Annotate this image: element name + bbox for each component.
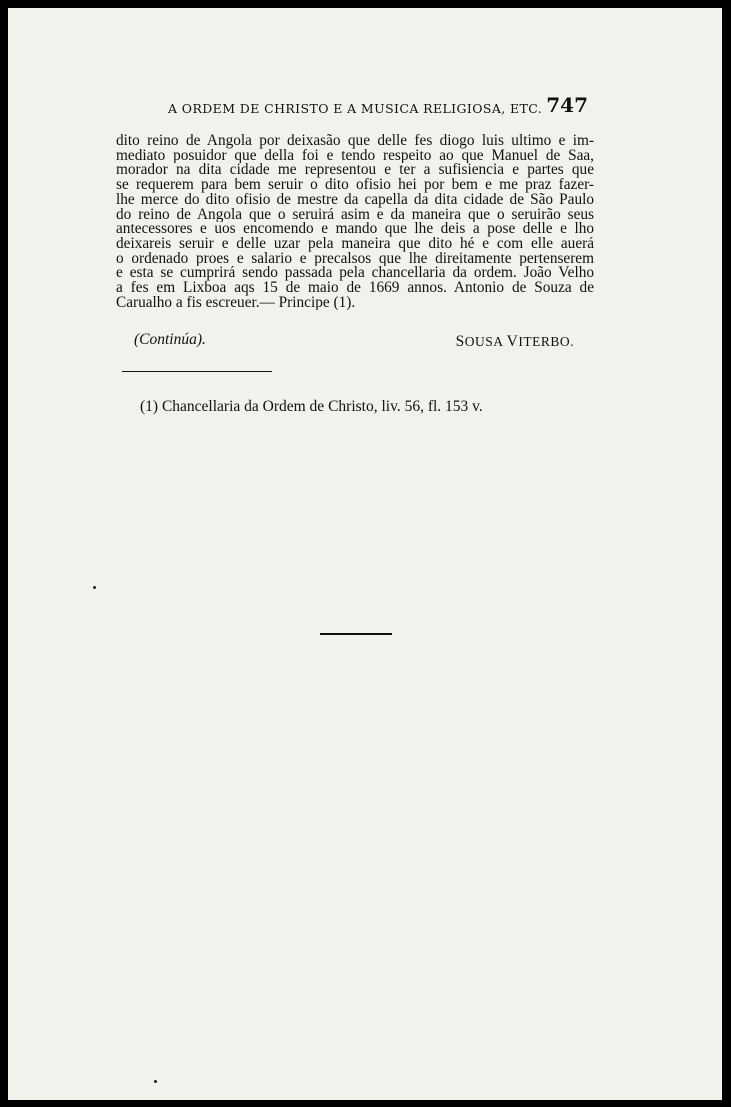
text-line: lhe merce do dito ofisio de mestre da capella da dita cidade de São Paulo — [116, 192, 594, 208]
ink-speck — [93, 586, 96, 589]
signature-initial: S — [455, 333, 465, 350]
text-line: a fes em Lixboa aqs 15 de maio de 1669 annos. Antonio de Souza de — [116, 281, 594, 296]
signature-initial: V — [506, 333, 519, 350]
text-line: mediato posuidor que della foi e tendo respeito ao que Manuel de Saa, — [116, 148, 594, 164]
text-line: o ordenado proes e salario e precalsos que lhe direitamente pertenserem — [116, 251, 594, 267]
continuation-note: (Continúa). — [134, 331, 206, 348]
footnote-divider — [122, 371, 272, 372]
text-line: antecessores e uos encomendo e mando que lhe deis a pose delle e lho — [116, 222, 594, 237]
text-line: e esta se cumprirá sendo passada pela chancellaria da ordem. João Velho — [116, 266, 594, 282]
text-line: dito reino de Angola por deixasão que delle fes diogo luis ultimo e im- — [116, 134, 594, 149]
text-line: Carualho a fis escreuer.— Principe (1). — [116, 295, 356, 311]
footnote: (1) Chancellaria da Ordem de Christo, liv. 56, fl. 153 v. — [140, 398, 483, 415]
text-line: morador na dita cidade me representou e ter a sufisiencia e partes que — [116, 163, 594, 179]
signature-rest: OUSA — [464, 334, 503, 349]
author-signature — [456, 333, 574, 351]
text-line: deixareis seruir e delle uzar pela maneira que dito hé e com elle auerá — [116, 236, 594, 252]
running-title: A ORDEM DE CHRISTO E A MUSICA RELIGIOSA, ETC. — [168, 101, 543, 116]
text-line: se requerem para bem seruir o dito ofisio hei por bem e me praz fazer- — [116, 178, 594, 193]
page-header — [168, 93, 588, 123]
page-number: 747 — [546, 93, 588, 117]
text-line: do reino de Angola que o seruirá asim e da maneira que o seruirão seus — [116, 207, 594, 223]
signature-rest: ITERBO. — [518, 334, 574, 349]
section-divider — [320, 633, 392, 635]
body-paragraph — [116, 134, 594, 310]
ink-speck — [154, 1080, 157, 1083]
document-page — [8, 8, 722, 1100]
